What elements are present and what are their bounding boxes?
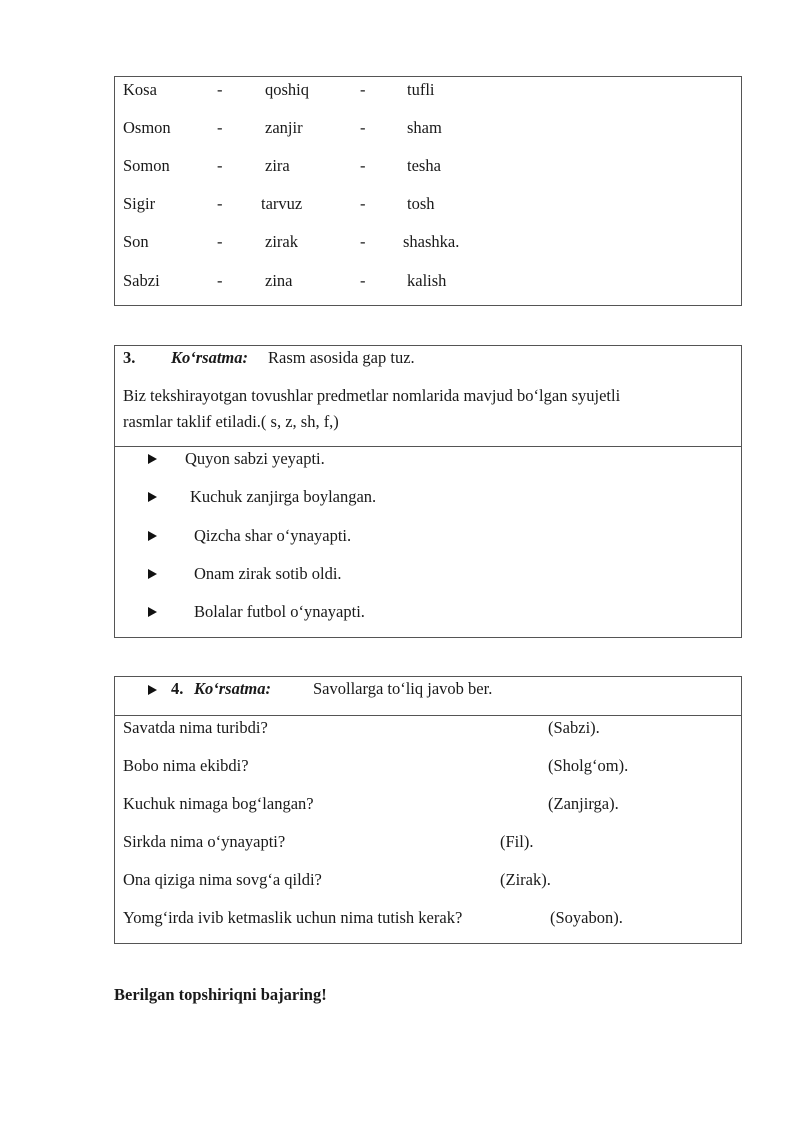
answer-text: (Sabzi).	[548, 718, 600, 737]
bullet-arrow-icon	[148, 492, 157, 502]
task3-label: Ko‘rsatma:	[171, 348, 249, 367]
task4-label: Ko‘rsatma:	[194, 679, 272, 698]
dash: -	[360, 232, 366, 251]
task4-instruction: Savollarga to‘liq javob ber.	[313, 679, 493, 698]
word-cell: sham	[407, 118, 442, 137]
dash: -	[360, 80, 366, 99]
dash: -	[217, 80, 223, 99]
word-cell: zanjir	[265, 118, 303, 137]
dash: -	[360, 156, 366, 175]
task4-number: 4.	[171, 679, 184, 698]
answer-text: (Fil).	[500, 832, 534, 851]
word-cell: tesha	[407, 156, 441, 175]
dash: -	[217, 118, 223, 137]
bullet-arrow-icon	[148, 531, 157, 541]
word-cell: Kosa	[123, 80, 157, 99]
word-cell: Son	[123, 232, 149, 251]
answer-text: (Sholg‘om).	[548, 756, 629, 775]
sentence-item: Quyon sabzi yeyapti.	[185, 449, 325, 468]
word-cell: Somon	[123, 156, 170, 175]
word-cell: Sigir	[123, 194, 156, 213]
dash: -	[217, 271, 223, 290]
bullet-arrow-icon	[148, 569, 157, 579]
dash: -	[360, 271, 366, 290]
word-cell: Osmon	[123, 118, 171, 137]
word-cell: zina	[265, 271, 293, 290]
task3-instruction: Rasm asosida gap tuz.	[268, 348, 415, 367]
word-cell: Sabzi	[123, 271, 160, 290]
bullet-arrow-icon	[148, 685, 157, 695]
sentence-item: Onam zirak sotib oldi.	[194, 564, 342, 583]
question-text: Bobo nima ekibdi?	[123, 756, 249, 775]
word-cell: zirak	[265, 232, 298, 251]
word-cell: tufli	[407, 80, 435, 99]
word-cell: zira	[265, 156, 290, 175]
question-text: Ona qiziga nima sovg‘a qildi?	[123, 870, 322, 889]
task4-box	[114, 676, 742, 944]
footer-instruction: Berilgan topshiriqni bajaring!	[114, 985, 327, 1004]
word-cell: kalish	[407, 271, 447, 290]
task3-divider	[115, 446, 741, 447]
task4-divider	[115, 715, 741, 716]
task3-box	[114, 345, 742, 638]
word-cell: qoshiq	[265, 80, 310, 99]
question-text: Yomg‘irda ivib ketmaslik uchun nima tutish kerak?	[123, 908, 463, 927]
task3-number: 3.	[123, 348, 136, 367]
question-text: Savatda nima turibdi?	[123, 718, 268, 737]
sentence-item: Bolalar futbol o‘ynayapti.	[194, 602, 365, 621]
word-table	[114, 76, 742, 306]
answer-text: (Zirak).	[500, 870, 551, 889]
dash: -	[217, 232, 223, 251]
bullet-arrow-icon	[148, 454, 157, 464]
answer-text: (Soyabon).	[550, 908, 623, 927]
dash: -	[217, 156, 223, 175]
sentence-item: Kuchuk zanjirga boylangan.	[190, 487, 377, 506]
question-text: Sirkda nima o‘ynayapti?	[123, 832, 286, 851]
bullet-arrow-icon	[148, 607, 157, 617]
sentence-item: Qizcha shar o‘ynayapti.	[194, 526, 352, 545]
answer-text: (Zanjirga).	[548, 794, 619, 813]
question-text: Kuchuk nimaga bog‘langan?	[123, 794, 314, 813]
dash: -	[217, 194, 223, 213]
task3-description-line1: Biz tekshirayotgan tovushlar predmetlar nomlarida mavjud bo‘lgan syujetli	[123, 386, 621, 405]
word-cell: tosh	[407, 194, 435, 213]
dash: -	[360, 118, 366, 137]
word-cell: tarvuz	[261, 194, 303, 213]
task3-description-line2: rasmlar taklif etiladi.( s, z, sh, f,)	[123, 412, 339, 431]
dash: -	[360, 194, 366, 213]
word-cell: shashka.	[403, 232, 460, 251]
